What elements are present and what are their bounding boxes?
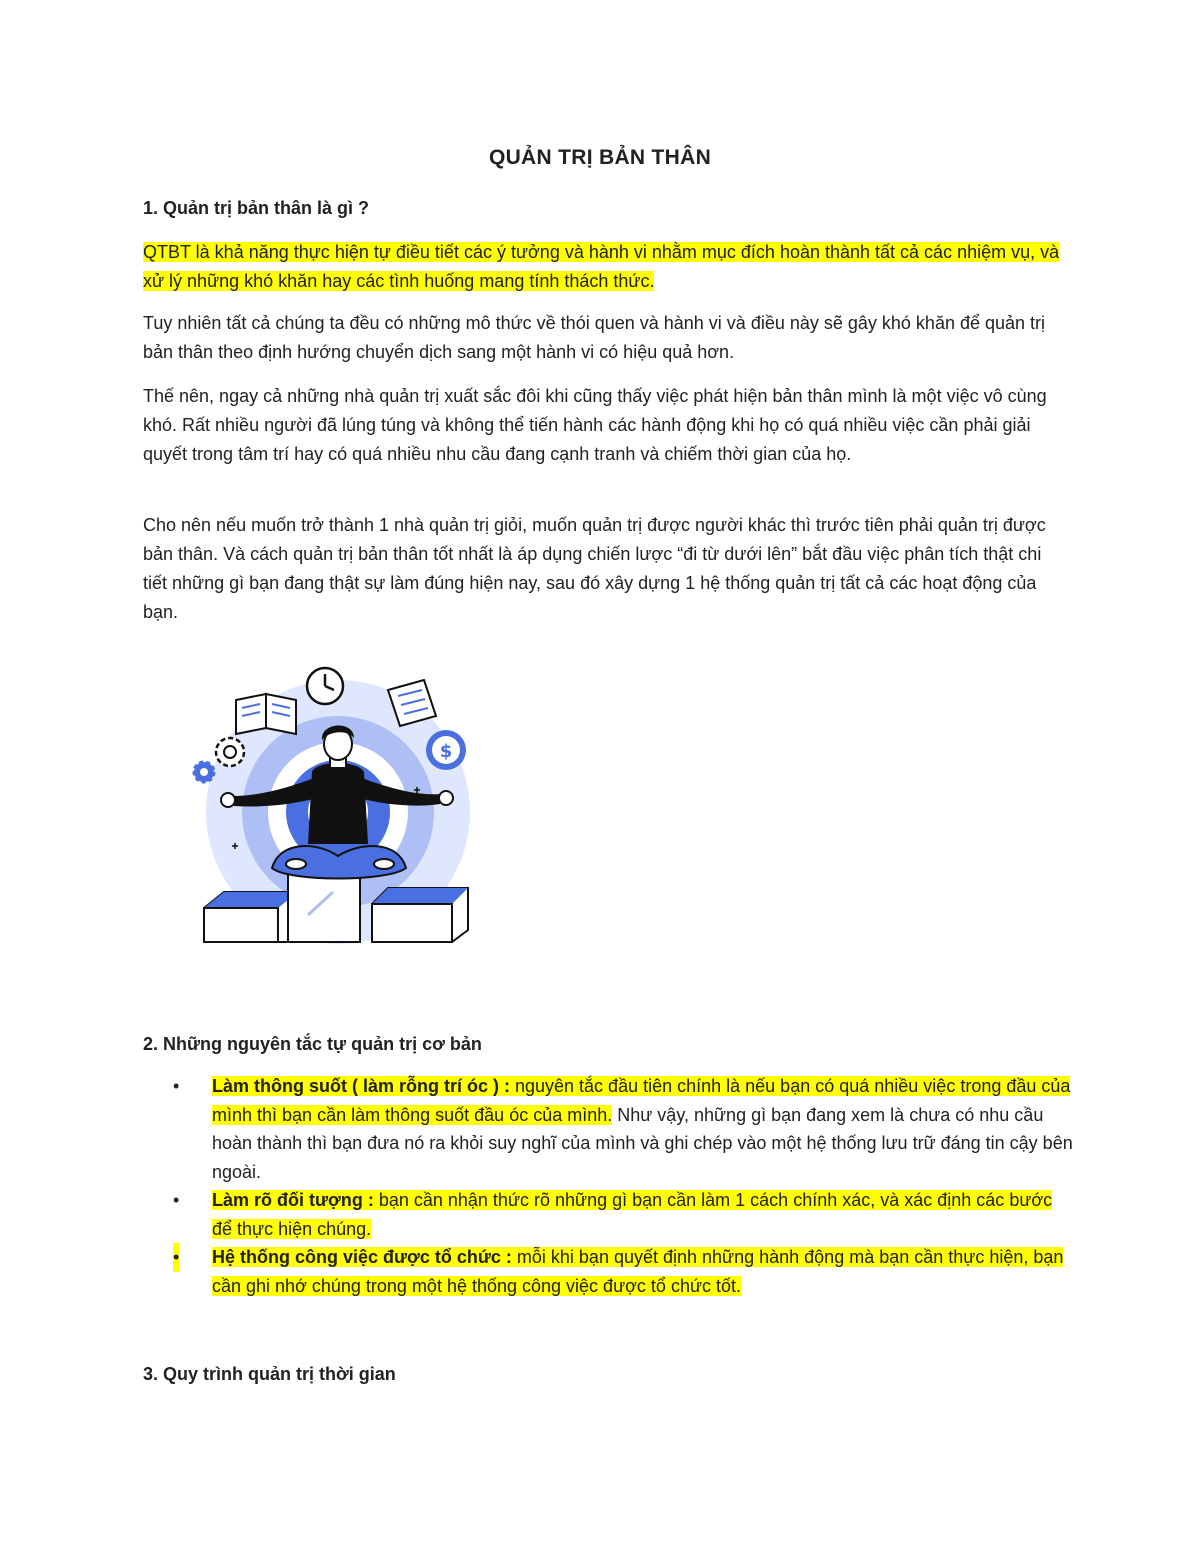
book-icon bbox=[236, 694, 296, 734]
self-management-illustration bbox=[188, 660, 478, 946]
list-item bbox=[143, 1186, 1073, 1243]
bullet-icon: • bbox=[173, 1076, 180, 1096]
section1-paragraph-4: Cho nên nếu muốn trở thành 1 nhà quản trị giỏi, muốn quản trị được người khác thì trước tiên phải quản trị được bản thân. Và cách quản trị bản thân tốt nhất là áp dụng chiến lược “đi từ dưới lên” bắt đầu việc phân tích thật chi tiết những gì bạn đang thật sự làm đúng hiện nay, sau đó xây dựng 1 hệ thống quản trị tất cả các hoạt động của bạn. bbox=[143, 515, 1046, 622]
section2-heading: 2. Những nguyên tắc tự quản trị cơ bản bbox=[143, 1034, 482, 1054]
bullet-icon: • bbox=[173, 1190, 180, 1210]
section3-heading: 3. Quy trình quản trị thời gian bbox=[143, 1364, 396, 1384]
bullet-highlighted-text: nguyên tắc đầu tiên chính là nếu bạn có quá nhiều việc trong đầu của mình thì bạn cần làm thông suốt đầu óc của mình. bbox=[212, 1076, 1071, 1125]
page-title: QUẢN TRỊ BẢN THÂN bbox=[488, 146, 712, 169]
bullet-highlighted-text: mỗi khi bạn quyết định những hành động mà bạn cần thực hiện, bạn cần ghi nhớ chúng trong một hệ thống công việc được tổ chức tốt. bbox=[212, 1247, 1064, 1296]
section1-highlight-paragraph bbox=[143, 238, 1063, 296]
list-item bbox=[143, 1072, 1073, 1186]
highlighted-text: QTBT là khả năng thực hiện tự điều tiết các ý tưởng và hành vi nhằm mục đích hoàn thành tất cả các nhiệm vụ, và xử lý những khó khăn hay các tình huống mang tính thách thức. bbox=[143, 242, 1060, 291]
bullet-bold-label: Làm thông suốt ( làm rỗng trí óc ) : bbox=[212, 1076, 510, 1096]
bullet-icon: • bbox=[173, 1243, 179, 1272]
bullet-bold-label: Làm rõ đối tượng : bbox=[212, 1190, 374, 1210]
list-item bbox=[143, 1243, 1073, 1300]
principles-list bbox=[143, 1072, 1073, 1300]
section1-heading: 1. Quản trị bản thân là gì ? bbox=[143, 198, 370, 218]
bullet-bold-label: Hệ thống công việc được tổ chức : bbox=[212, 1247, 512, 1267]
section1-paragraph-3: Thế nên, ngay cả những nhà quản trị xuất sắc đôi khi cũng thấy việc phát hiện bản thân mình là một việc vô cùng khó. Rất nhiều người đã lúng túng và không thể tiến hành các hành động khi họ có quá nhiều việc cần phải giải quyết trong tâm trí hay có quá nhiều nhu cầu đang cạnh tranh và chiếm thời gian của họ. bbox=[143, 386, 1047, 464]
svg-text:$: $ bbox=[439, 741, 453, 762]
bullet-highlighted-text: bạn cần nhận thức rõ những gì bạn cần làm 1 cách chính xác, và xác định các bước để thực hiện chúng. bbox=[212, 1190, 1053, 1239]
clock-icon bbox=[307, 668, 343, 704]
bullet-plain-text: Như vậy, những gì bạn đang xem là chưa có nhu cầu hoàn thành thì bạn đưa nó ra khỏi suy nghĩ của mình và ghi chép vào một hệ thống lưu trữ đáng tin cậy bên ngoài. bbox=[212, 1104, 1073, 1182]
dollar-icon bbox=[426, 730, 466, 770]
section1-paragraph-2: Tuy nhiên tất cả chúng ta đều có những mô thức về thói quen và hành vi và điều này sẽ gây khó khăn để quản trị bản thân theo định hướng chuyển dịch sang một hành vi có hiệu quả hơn. bbox=[143, 313, 1046, 362]
